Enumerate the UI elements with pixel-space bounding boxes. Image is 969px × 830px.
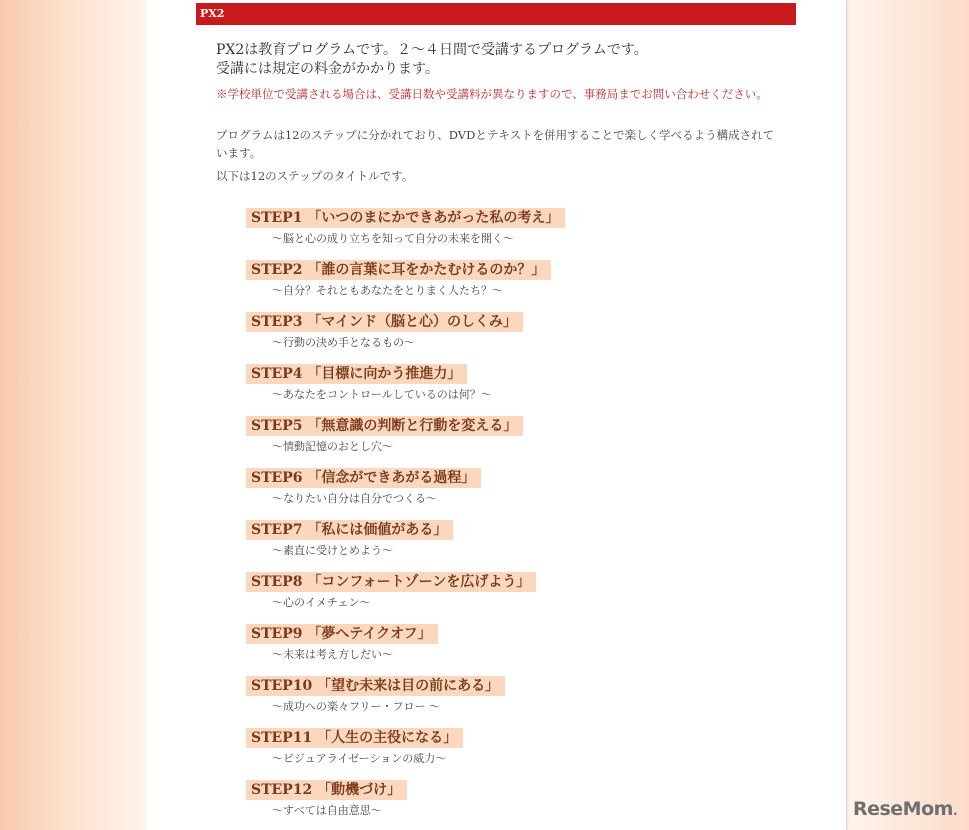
step-title: STEP1 「いつのまにかできあがった私の考え」	[246, 208, 565, 228]
step-subtitle: 〜ビジュアライゼーションの威力〜	[272, 752, 447, 765]
step-item	[246, 623, 438, 663]
step-title: STEP10 「望む未来は目の前にある」	[246, 676, 505, 696]
step-subtitle: 〜心のイメチェン〜	[272, 596, 371, 609]
step-item	[246, 519, 453, 559]
step-title: STEP2 「誰の言葉に耳をかたむけるのか？」	[246, 260, 551, 280]
step-subtitle: 〜自分？それともあなたをとりまく人たち？〜	[272, 284, 503, 297]
step-item	[246, 727, 463, 767]
step-subtitle: 〜なりたい自分は自分でつくる〜	[272, 492, 437, 505]
intro-text	[216, 41, 776, 79]
step-subtitle: 〜未来は考え方しだい〜	[272, 648, 393, 661]
step-item	[246, 675, 505, 715]
section-header-bar: PX2	[196, 3, 796, 25]
resemom-logo	[853, 798, 957, 820]
step-subtitle: 〜情動記憶のおとし穴〜	[272, 440, 393, 453]
step-item	[246, 415, 523, 455]
logo-dot: .	[952, 804, 957, 818]
step-subtitle: 〜すべては自由意思〜	[272, 804, 382, 817]
step-subtitle: 〜脳と心の成り立ちを知って自分の未来を開く〜	[272, 232, 514, 245]
notice-text: ※学校単位で受講される場合は、受講日数や受講料が異なりますので、事務局までお問い合わせください。	[216, 87, 768, 101]
step-title: STEP7 「私には価値がある」	[246, 520, 453, 540]
logo-text: ReseMom	[852, 798, 953, 820]
step-title: STEP8 「コンフォートゾーンを広げよう」	[246, 572, 536, 592]
intro-line-1: PX2は教育プログラムです。２～４日間で受講するプログラムです。	[216, 42, 648, 58]
step-item	[246, 779, 407, 819]
program-description: プログラムは12のステップに分かれており、DVDとテキストを併用することで楽しく学べるよう構成されています。	[216, 128, 775, 160]
step-item	[246, 259, 551, 299]
step-item	[246, 571, 536, 611]
step-item	[246, 467, 481, 507]
content-page	[146, 0, 846, 830]
step-title: STEP4 「目標に向かう推進力」	[246, 364, 467, 384]
step-item	[246, 207, 565, 247]
step-subtitle: 〜行動の決め手となるもの〜	[272, 336, 415, 349]
intro-line-2: 受講には規定の料金がかかります。	[216, 61, 439, 77]
step-subtitle: 〜素直に受けとめよう〜	[272, 544, 393, 557]
step-title: STEP5 「無意識の判断と行動を変える」	[246, 416, 523, 436]
steps-intro-text: 以下は12のステップのタイトルです。	[216, 169, 414, 183]
step-item	[246, 311, 523, 351]
step-title: STEP12 「動機づけ」	[246, 780, 407, 800]
step-item	[246, 363, 492, 403]
step-title: STEP6 「信念ができあがる過程」	[246, 468, 481, 488]
step-subtitle: 〜成功への楽々フリー・フロー 〜	[272, 700, 441, 713]
step-title: STEP11 「人生の主役になる」	[246, 728, 463, 748]
step-title: STEP3 「マインド（脳と心）のしくみ」	[246, 312, 523, 332]
step-title: STEP9 「夢へテイクオフ」	[246, 624, 438, 644]
step-subtitle: 〜あなたをコントロールしているのは何？〜	[272, 388, 492, 401]
